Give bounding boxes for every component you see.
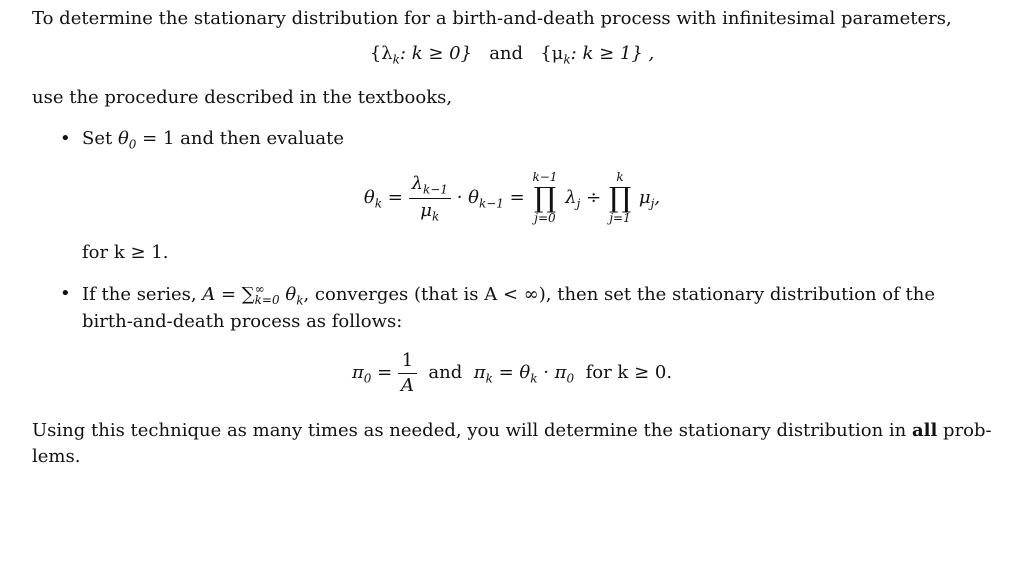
parameters-equation	[32, 41, 992, 68]
for-k-line: for k ≥ 1.	[82, 241, 169, 263]
bullet-item-1: • Set $\theta_0 = 1$ and then evaluate	[60, 127, 345, 152]
theta-equation: $\theta_k$ = $\frac{\lambda_{k-1}}{\mu_k}$ · $\theta_{k-1}$ = k−1 ∏ j=0 $\lambda_j$ ÷ k ∏ j=1 $\mu_j$,	[363, 170, 661, 226]
intro-paragraph: To determine the stationary distribution for a birth-and-death process with infinitesimal parameters,	[32, 8, 952, 29]
bullet-dot-icon: •	[60, 127, 71, 149]
mu-set: {$\mu_k$: k ≥ 1} ,	[540, 43, 655, 67]
pi-equation: $\pi_0$ = $\frac{1}{A}$ and $\pi_k = \theta_k \cdot \pi_0$ for k ≥ 0.	[351, 350, 673, 396]
one-over-a-fraction: $\frac{1}{A}$	[398, 350, 417, 396]
procedure-paragraph: use the procedure described in the textbooks,	[32, 86, 453, 108]
product-mu: k ∏ j=1	[608, 170, 632, 226]
bullet-dot-icon: •	[60, 282, 71, 304]
product-lambda: k−1 ∏ j=0	[532, 170, 558, 226]
lambda-over-mu-fraction: $\frac{\lambda_{k-1}}{\mu_k}$	[409, 173, 451, 224]
closing-paragraph: Using this technique as many times as needed, you will determine the stationary distribution in all prob- lems.	[32, 420, 992, 467]
theta0-symbol: $\theta_0$	[117, 127, 137, 152]
and-word: and	[489, 43, 524, 65]
document-page	[32, 6, 992, 469]
series-formula: $A = \sum^\infty_{k=0}$ $\theta_k$	[202, 281, 304, 308]
bullet-item-2: • If the series, $A = \sum^\infty_{k=0}$ $\theta_k$, converges (that is A < ∞), then set the stationary distribution of the birth-and-death process as follows:	[60, 281, 935, 333]
lambda-set: {$\lambda_k$: k ≥ 0}	[369, 43, 473, 67]
